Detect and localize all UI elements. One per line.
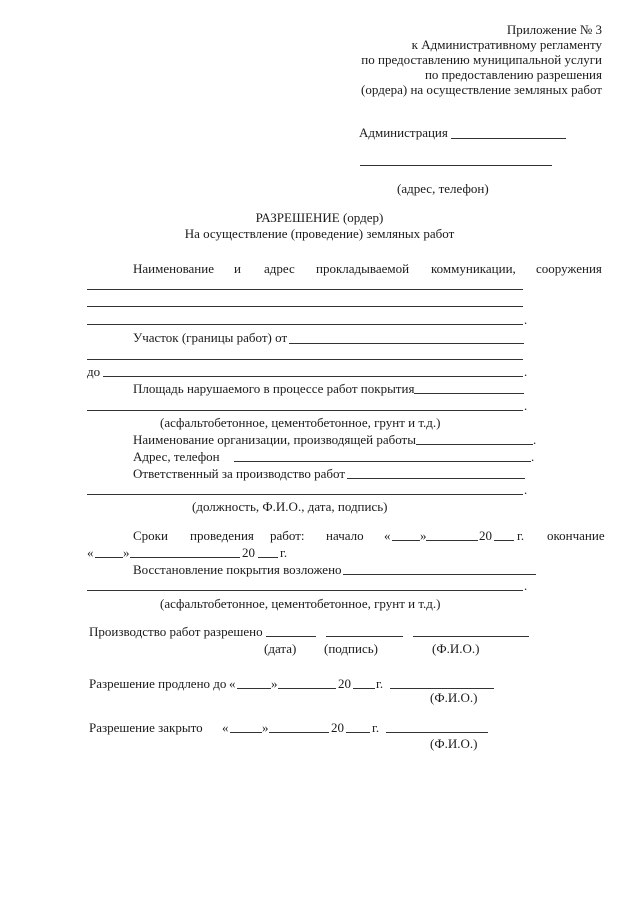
closed-fio-caption: (Ф.И.О.) [430,736,478,751]
appendix-line-3: по предоставлению разрешения [424,67,602,82]
address-label: Адрес, телефон [133,449,220,464]
allowed-fio-caption: (Ф.И.О.) [432,641,480,656]
closed-quote-open: « [222,720,229,735]
end-quote-open: « [87,545,94,560]
appendix-number: Приложение № 3 [506,22,602,37]
site-to-field[interactable] [103,376,523,377]
date-caption: (дата) [264,641,297,656]
start-year-suffix: г. [517,528,525,543]
site-to-label: до [87,364,101,379]
end-year-prefix: 20 [242,545,255,560]
extended-fio-field[interactable] [390,688,494,689]
administration-field[interactable] [451,138,566,139]
terms-word-1: Сроки [133,528,168,543]
restore-field-2[interactable] [87,590,523,591]
closed-day-field[interactable] [230,732,262,733]
address-field[interactable] [234,461,531,462]
area-period: . [524,398,528,413]
naming-word-5: коммуникации, [431,261,516,276]
responsible-period: . [524,482,528,497]
document-title: РАЗРЕШЕНИЕ (ордер) [255,210,384,225]
naming-period: . [524,312,528,327]
appendix-line-4: (ордера) на осуществление земляных работ [361,82,602,97]
naming-word-4: прокладываемой [316,261,410,276]
extended-year-field[interactable] [353,688,375,689]
naming-word-2: и [234,261,241,276]
administration-field-2[interactable] [360,165,552,166]
naming-field-1[interactable] [87,289,523,290]
closed-year-prefix: 20 [331,720,344,735]
responsible-label: Ответственный за производство работ [133,466,346,481]
extended-quote-close: » [271,676,278,691]
site-label: Участок (границы работ) от [133,330,288,345]
allowed-date-field[interactable] [266,636,316,637]
terms-word-3: работ: [270,528,305,543]
start-year-prefix: 20 [479,528,492,543]
responsible-field[interactable] [347,478,525,479]
closed-month-field[interactable] [269,732,329,733]
closed-year-suffix: г. [372,720,380,735]
responsible-field-2[interactable] [87,494,523,495]
start-quote-open: « [384,528,391,543]
naming-field-2[interactable] [87,306,523,307]
extended-quote-open: « [229,676,236,691]
restore-period: . [524,578,528,593]
address-period: . [531,449,535,464]
administration-label: Администрация [359,125,448,140]
responsible-caption: (должность, Ф.И.О., дата, подпись) [192,499,388,514]
restore-label: Восстановление покрытия возложено [133,562,342,577]
start-year-field[interactable] [494,540,514,541]
end-word: окончание [547,528,605,543]
terms-word-2: проведения [190,528,254,543]
end-year-field[interactable] [258,557,278,558]
closed-fio-field[interactable] [386,732,488,733]
document-subtitle: На осуществление (проведение) земляных работ [184,226,455,241]
sign-caption: (подпись) [324,641,378,656]
site-from-field[interactable] [289,343,524,344]
closed-year-field[interactable] [346,732,370,733]
area-field-2[interactable] [87,410,523,411]
naming-word-6: сооружения [536,261,602,276]
appendix-line-2: по предоставлению муниципальной услуги [361,52,602,67]
site-field-2[interactable] [87,359,523,360]
organization-period: . [533,432,537,447]
closed-label: Разрешение закрыто [89,720,203,735]
closed-quote-close: » [262,720,269,735]
address-phone-caption: (адрес, телефон) [397,181,489,196]
restore-caption: (асфальтобетонное, цементобетонное, грунт и т.д.) [160,596,441,611]
end-month-field[interactable] [130,557,240,558]
end-quote-close: » [123,545,130,560]
extended-year-suffix: г. [376,676,384,691]
start-day-field[interactable] [392,540,420,541]
surface-caption: (асфальтобетонное, цементобетонное, грунт и т.д.) [160,415,441,430]
restore-field[interactable] [343,574,536,575]
naming-word-3: адрес [264,261,295,276]
terms-word-4: начало [326,528,364,543]
allowed-sign-field[interactable] [326,636,403,637]
naming-word-1: Наименование [133,261,214,276]
allowed-fio-field[interactable] [413,636,529,637]
extended-month-field[interactable] [278,688,336,689]
appendix-line-1: к Административному регламенту [411,37,602,52]
start-quote-close: » [420,528,427,543]
extended-day-field[interactable] [237,688,271,689]
organization-field[interactable] [416,444,533,445]
area-label: Площадь нарушаемого в процессе работ покрытия [133,381,415,396]
site-period: . [524,364,528,379]
extended-fio-caption: (Ф.И.О.) [430,690,478,705]
allowed-label: Производство работ разрешено [89,624,263,639]
start-month-field[interactable] [426,540,478,541]
extended-label: Разрешение продлено до [89,676,227,691]
area-field[interactable] [414,393,524,394]
end-year-suffix: г. [280,545,288,560]
organization-label: Наименование организации, производящей работы [133,432,416,447]
naming-field-3[interactable] [87,324,523,325]
extended-year-prefix: 20 [338,676,351,691]
end-day-field[interactable] [95,557,123,558]
